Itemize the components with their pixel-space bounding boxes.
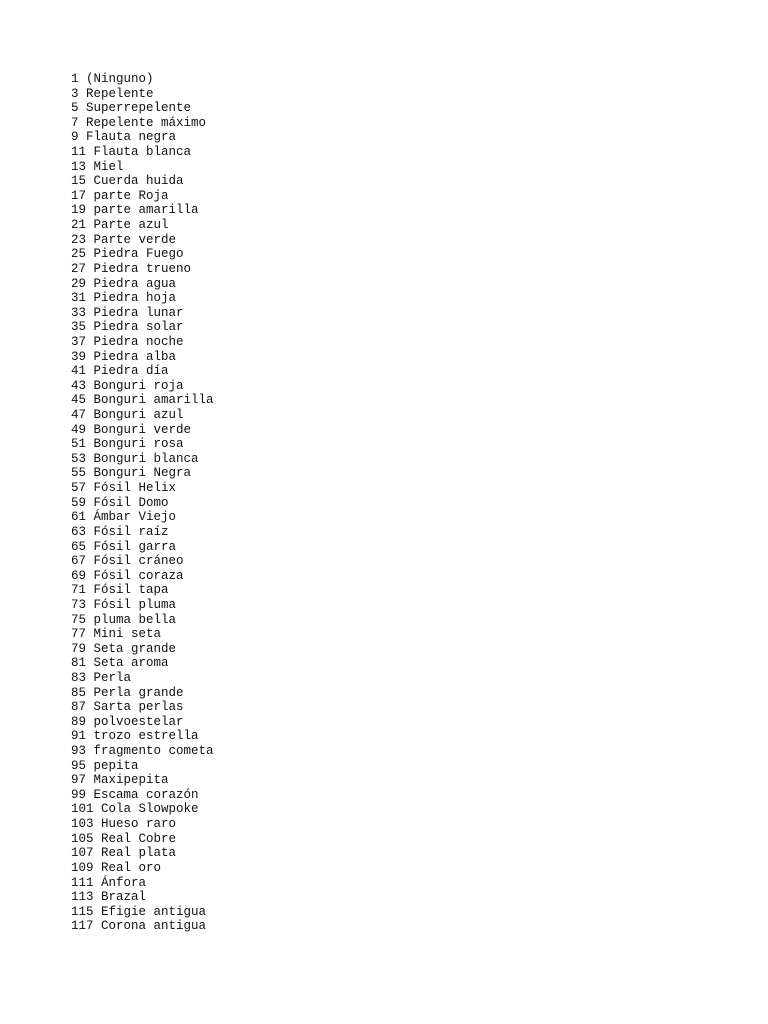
- list-item: 69 Fósil coraza: [71, 568, 184, 583]
- list-item: 79 Seta grande: [71, 641, 177, 656]
- list-item: 91 trozo estrella: [71, 729, 199, 744]
- list-item: 57 Fósil Helix: [71, 481, 177, 496]
- list-item: 107 Real plata: [71, 846, 177, 861]
- list-item: 73 Fósil pluma: [71, 597, 177, 612]
- list-item: 75 pluma bella: [71, 612, 177, 627]
- list-item: 27 Piedra trueno: [71, 261, 192, 276]
- list-item: 3 Repelente: [71, 86, 154, 101]
- list-item: 55 Bonguri Negra: [71, 466, 192, 481]
- list-item: 45 Bonguri amarilla: [71, 393, 214, 408]
- list-item: 59 Fósil Domo: [71, 495, 169, 510]
- list-item: 61 Ámbar Viejo: [71, 510, 177, 525]
- list-item: 11 Flauta blanca: [71, 145, 192, 160]
- list-item: 41 Piedra día: [71, 364, 169, 379]
- list-item: 33 Piedra lunar: [71, 305, 184, 320]
- list-item: 63 Fósil raíz: [71, 524, 169, 539]
- list-item: 31 Piedra hoja: [71, 291, 177, 306]
- list-item: 7 Repelente máximo: [71, 115, 207, 130]
- list-item: 101 Cola Slowpoke: [71, 802, 199, 817]
- list-item: 81 Seta aroma: [71, 656, 169, 671]
- list-item: 1 (Ninguno): [71, 72, 154, 86]
- list-item: 23 Parte verde: [71, 232, 177, 247]
- list-item: 39 Piedra alba: [71, 349, 177, 364]
- list-item: 111 Ánfora: [71, 875, 147, 890]
- list-item: 47 Bonguri azul: [71, 408, 184, 423]
- list-item: 113 Brazal: [71, 890, 147, 905]
- list-item: 99 Escama corazón: [71, 787, 199, 802]
- list-item: 85 Perla grande: [71, 685, 184, 700]
- list-item: 83 Perla: [71, 670, 132, 685]
- list-item: 15 Cuerda huida: [71, 174, 184, 189]
- list-item: 87 Sarta perlas: [71, 700, 184, 715]
- list-item: 117 Corona antigua: [71, 919, 207, 934]
- list-item: 65 Fósil garra: [71, 539, 177, 554]
- list-item: 29 Piedra agua: [71, 276, 177, 291]
- list-item: 67 Fósil cráneo: [71, 554, 184, 569]
- list-item: 35 Piedra solar: [71, 320, 184, 335]
- list-item: 115 Efigie antigua: [71, 904, 207, 919]
- list-item: 9 Flauta negra: [71, 130, 177, 145]
- list-item: 109 Real oro: [71, 860, 162, 875]
- list-item: 71 Fósil tapa: [71, 583, 169, 598]
- list-item: 93 fragmento cometa: [71, 744, 214, 759]
- list-item: 51 Bonguri rosa: [71, 437, 184, 452]
- list-item: 43 Bonguri roja: [71, 378, 184, 393]
- list-item: 105 Real Cobre: [71, 831, 177, 846]
- list-item: 77 Mini seta: [71, 627, 162, 642]
- list-item: 53 Bonguri blanca: [71, 451, 199, 466]
- list-item: 21 Parte azul: [71, 218, 169, 233]
- item-list: [71, 72, 214, 934]
- list-item: 89 polvoestelar: [71, 714, 184, 729]
- list-item: 37 Piedra noche: [71, 334, 184, 349]
- list-item: 5 Superrepelente: [71, 101, 192, 116]
- list-item: 17 parte Roja: [71, 188, 169, 203]
- list-item: 103 Hueso raro: [71, 817, 177, 832]
- list-item: 97 Maxipepita: [71, 773, 169, 788]
- list-item: 25 Piedra Fuego: [71, 247, 184, 262]
- list-item: 49 Bonguri verde: [71, 422, 192, 437]
- list-item: 19 parte amarilla: [71, 203, 199, 218]
- list-item: 13 Miel: [71, 159, 124, 174]
- list-item: 95 pepita: [71, 758, 139, 773]
